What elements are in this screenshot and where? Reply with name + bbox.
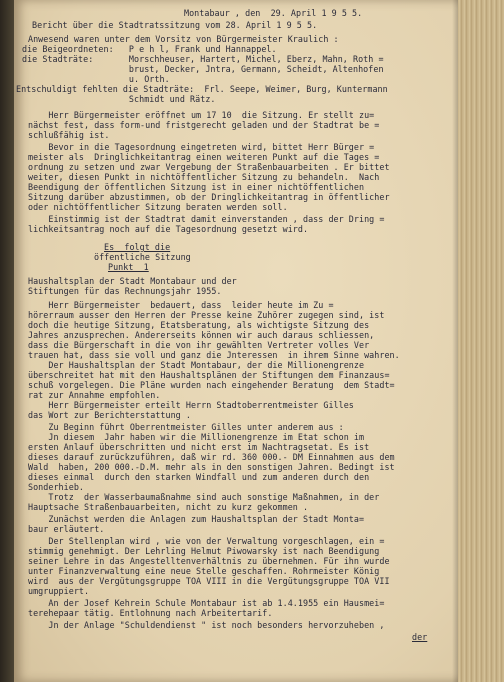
text-line: weiter, diesen Punkt in nichtöffentlicher Sitzung zu behandeln. Nach (28, 172, 380, 182)
text-line: ordnung zu setzen und zwar Vergebung der Straßenbauarbeiten . Er bittet (28, 162, 390, 172)
text-line: umgruppiert. (28, 586, 90, 596)
text-line: Herr Bürgermeister bedauert, dass leider heute im Zu = (28, 300, 334, 310)
text-line: Hauptsache Straßenbauarbeiten, nicht zu kurz gekommen . (28, 502, 309, 512)
text-line: dieses darauf zurückzuführen, daß wir rd. 360 000.- DM Einnahmen aus dem (28, 452, 395, 462)
text-line: dieses einmal durch den starken Windfall und zum anderen durch den (28, 472, 370, 482)
text-line: Wald haben, 200 000.-D.M. mehr als in den sonstigen Jahren. Bedingt ist (28, 462, 395, 472)
document-page (14, 0, 458, 682)
text-line: der (412, 632, 428, 642)
text-line: u. Orth. (22, 74, 170, 84)
text-line: nächst fest, dass form-und fristgerecht geladen und der Stadtrat be = (28, 120, 380, 130)
text-line: rat zur Annahme empfohlen. (28, 390, 161, 400)
text-line: schuß vorgelegen. Die Pläne wurden nach eingehender Beratung dem Stadt= (28, 380, 395, 390)
text-line: meister als Dringlichkeitantrag einen weiteren Punkt auf die Tages = (28, 152, 380, 162)
text-line: An der Josef Kehrein Schule Montabaur ist ab 1.4.1955 ein Hausmei= (28, 598, 385, 608)
text-line: schlußfähig ist. (28, 130, 110, 140)
text-line: Jn diesem Jahr haben wir die Millionengrenze im Etat schon im (28, 432, 365, 442)
text-line: Sonderhieb. (28, 482, 85, 492)
text-line: trauen hat, dass sie voll und ganz die Jnteressen in ihrem Sinne wahren. (28, 350, 400, 360)
text-line: öffentliche Sitzung (94, 252, 191, 262)
text-line: lichkeitsantrag noch auf die Tagesordnung gesetzt wird. (28, 224, 309, 234)
text-line: Der Stellenplan wird , wie von der Verwaltung vorgeschlagen, ein = (28, 536, 385, 546)
text-line: Zunächst werden die Anlagen zum Haushaltsplan der Stadt Monta= (28, 514, 365, 524)
text-line: Der Haushaltsplan der Stadt Montabaur, der die Millionengrenze (28, 360, 365, 370)
text-line: wird aus der Vergütungsgruppe TOA VIII in die Vergütungsgruppe TOA VII (28, 576, 390, 586)
text-line: hörerraum ausser den Herren der Presse keine Zuhörer zugegen sind, ist (28, 310, 385, 320)
text-line: Bevor in die Tagesordnung eingetreten wird, bittet Herr Bürger = (28, 142, 375, 152)
text-line: die Stadträte: Morschheuser, Hartert, Michel, Eberz, Mahn, Roth = (22, 54, 384, 64)
text-line: überschreitet hat mit den Haushaltsplänen der Stiftungen dem Finanzaus= (28, 370, 390, 380)
text-line: Punkt 1 (108, 262, 149, 272)
text-line: Entschuldigt fehlten die Stadträte: Frl. Seepe, Weimer, Burg, Kuntermann (16, 84, 388, 94)
text-line: Bericht über die Stadtratssitzung vom 28. April 1 9 5 5. (32, 20, 318, 30)
text-line: Herr Bürgermeister erteilt Herrn Stadtoberrentmeister Gilles (28, 400, 354, 410)
text-line: Jahres anzusprechen. Andererseits können wir auch daraus schliessen, (28, 330, 375, 340)
text-line: ersten Anlauf überschritten und nicht erst im Nachtragsetat. Es ist (28, 442, 370, 452)
text-line: seiner Lehre in das Angestelltenverhältnis zu übernehmen. Für ihn wurde (28, 556, 390, 566)
text-line: terehepaar tätig. Entlohnung nach Arbeitertarif. (28, 608, 273, 618)
text-line: Montabaur , den 29. April 1 9 5 5. (184, 8, 363, 18)
text-line: Trotz der Wasserbaumaßnahme sind auch sonstige Maßnahmen, in der (28, 492, 380, 502)
text-line: doch die heutige Sitzung, Etatsberatung, als wichtigste Sitzung des (28, 320, 370, 330)
text-line: Es folgt die (104, 242, 171, 252)
text-line: Zu Beginn führt Oberrentmeister Gilles unter anderem aus : (28, 422, 344, 432)
text-line: die Beigeordneten: P e h l, Frank und Hannappel. (22, 44, 277, 54)
text-line: oder nichtöffentlicher Sitzung beraten werden soll. (28, 202, 288, 212)
text-line: Beendigung der öffentlichen Sitzung ist in einer nichtöffentlichen (28, 182, 365, 192)
text-line: Einstimmig ist der Stadtrat damit einverstanden , dass der Dring = (28, 214, 385, 224)
text-line: baur erläutert. (28, 524, 105, 534)
text-line: Stiftungen für das Rechnungsjahr 1955. (28, 286, 222, 296)
text-line: brust, Decker, Jntra, Germann, Scheidt, Altenhofen (22, 64, 384, 74)
text-line: Anwesend waren unter dem Vorsitz von Bürgermeister Kraulich : (28, 34, 339, 44)
text-line: Schmidt und Rätz. (22, 94, 216, 104)
text-line: das Wort zur Berichterstattung . (28, 410, 191, 420)
text-line: stimmig genehmigt. Der Lehrling Helmut Piwowarsky ist nach Beendigung (28, 546, 380, 556)
page-stack-edge (458, 0, 504, 682)
text-line: Herr Bürgermeister eröffnet um 17 10 die Sitzung. Er stellt zu= (28, 110, 375, 120)
text-line: Haushaltsplan der Stadt Montabaur und der (28, 276, 237, 286)
text-line: Jn der Anlage "Schuldendienst " ist noch besonders hervorzuheben , (28, 620, 385, 630)
text-line: dass die Bürgerschaft in die von ihr gewählten Vertreter volles Ver (28, 340, 370, 350)
text-line: unter Finanzverwaltung eine neue Stelle geschaffen. Rohrmeister König (28, 566, 380, 576)
text-line: Sitzung darüber abzustimmen, ob der Dringlichkeitantrag in öffentlicher (28, 192, 390, 202)
